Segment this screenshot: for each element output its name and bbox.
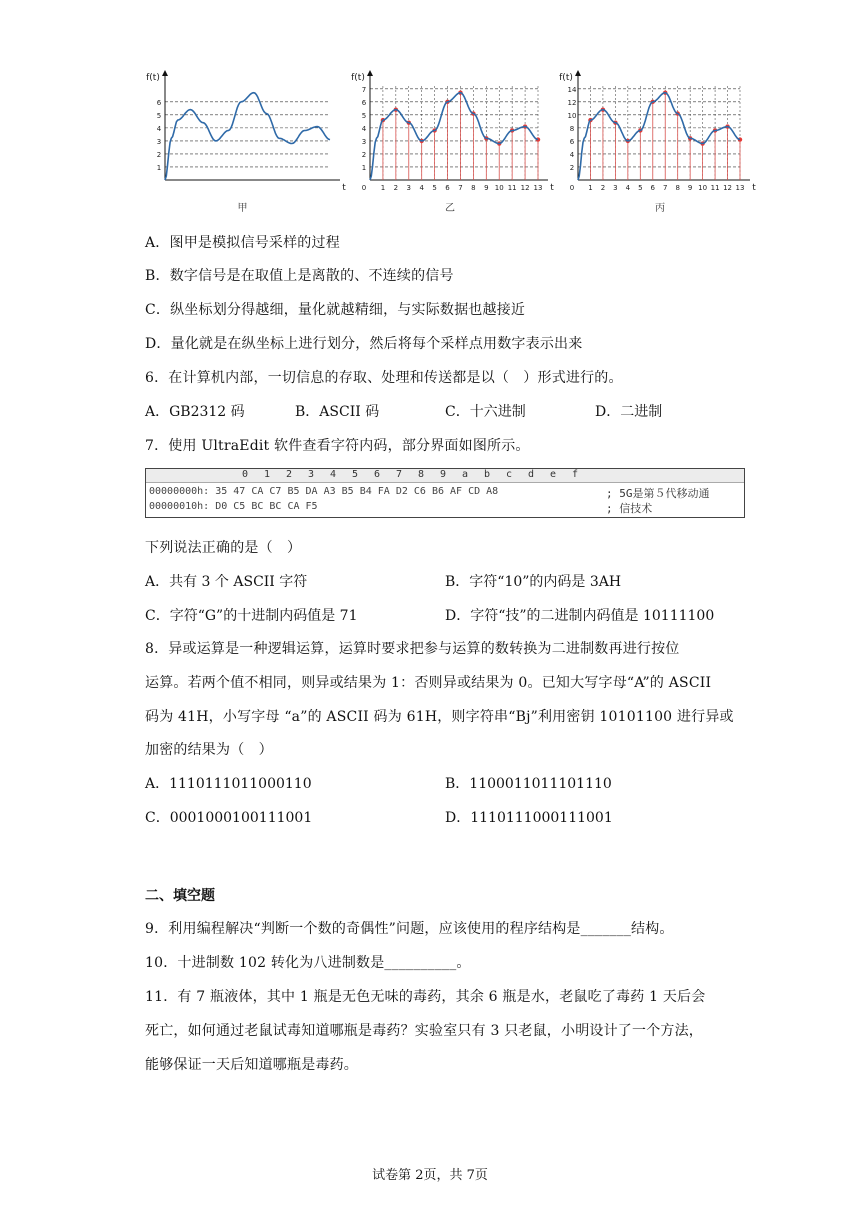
y-axis-arrow bbox=[162, 70, 168, 76]
ultraedit-hex-view bbox=[145, 468, 745, 518]
hex-col: d bbox=[528, 469, 535, 480]
signal-figures bbox=[140, 70, 760, 220]
hex-col: 6 bbox=[374, 469, 381, 480]
x-tick-label: 10 bbox=[494, 184, 504, 192]
y-tick-label: 8 bbox=[569, 124, 575, 133]
y-tick-label: 10 bbox=[567, 111, 577, 120]
hex-col: c bbox=[506, 469, 513, 480]
hex-col: 0 bbox=[242, 469, 249, 480]
x-tick-label: 9 bbox=[484, 184, 489, 192]
hex-column-header bbox=[146, 469, 744, 483]
q7-stem: 7．使用 UltraEdit 软件查看字符内码，部分界面如图所示。 bbox=[145, 438, 530, 454]
figure-bing-caption: 丙 bbox=[655, 203, 665, 214]
q11-line-3: 能够保证一天后知道哪瓶是毒药。 bbox=[145, 1057, 358, 1073]
hex-col: 2 bbox=[286, 469, 293, 480]
q8-line-2: 运算。若两个值不相同，则异或结果为 1：否则异或结果为 0。已知大写字母“A”的 ASCII bbox=[145, 675, 712, 691]
x-tick-label: 5 bbox=[638, 184, 643, 192]
figure-jia bbox=[140, 70, 345, 220]
y-tick-label: 4 bbox=[569, 150, 575, 159]
hex-col: 4 bbox=[330, 469, 337, 480]
hex-col: e bbox=[550, 469, 557, 480]
q8-option-b: B．1100011011101110 bbox=[445, 776, 612, 792]
x-tick-label: 13 bbox=[533, 184, 543, 192]
y-axis-label: f(t) bbox=[559, 73, 573, 83]
y-tick-label: 4 bbox=[361, 124, 367, 133]
x-tick-label: 1 bbox=[588, 184, 593, 192]
q10: 10．十进制数 102 转化为八进制数是__________。 bbox=[145, 955, 471, 971]
q8-option-a: A．1110111011000110 bbox=[145, 776, 312, 792]
x-tick-label: 10 bbox=[698, 184, 708, 192]
figure-yi-plot bbox=[345, 70, 555, 200]
x-tick-label: 7 bbox=[458, 184, 463, 192]
x-tick-label: 8 bbox=[471, 184, 476, 192]
page-footer: 试卷第 2页，共 7页 bbox=[372, 1168, 488, 1183]
x-tick-label: 11 bbox=[507, 184, 517, 192]
x-tick-label: 2 bbox=[393, 184, 399, 192]
hex-col: 1 bbox=[264, 469, 271, 480]
q6-option-d: D．二进制 bbox=[595, 404, 663, 420]
y-axis-label: f(t) bbox=[146, 73, 160, 83]
x-tick-label: 6 bbox=[650, 184, 656, 192]
q6-option-b: B．ASCII 码 bbox=[295, 404, 380, 420]
y-axis-arrow bbox=[367, 70, 373, 76]
hex-col: 7 bbox=[396, 469, 403, 480]
y-tick-label: 5 bbox=[361, 111, 367, 120]
y-tick-label: 7 bbox=[361, 85, 367, 94]
q7-ask: 下列说法正确的是（ ） bbox=[145, 540, 302, 556]
x-tick-label: 9 bbox=[687, 184, 693, 192]
y-tick-label: 3 bbox=[156, 137, 162, 146]
x-axis-label: t bbox=[342, 183, 346, 193]
x-tick-label: 8 bbox=[675, 184, 680, 192]
q7-option-b: B．字符“10”的内码是 3AH bbox=[445, 574, 622, 590]
y-tick-label: 4 bbox=[156, 124, 162, 133]
y-tick-label: 2 bbox=[156, 150, 162, 159]
x-tick-label: 5 bbox=[432, 184, 437, 192]
y-tick-label: 2 bbox=[569, 163, 575, 172]
q6-option-c: C．十六进制 bbox=[445, 404, 526, 420]
x-axis-label: t bbox=[752, 183, 756, 193]
y-tick-label: 6 bbox=[569, 137, 575, 146]
q5-option-c: C．纵坐标划分得越细，量化就越精细，与实际数据也越接近 bbox=[145, 302, 526, 318]
hex-col: a bbox=[462, 469, 469, 480]
q11-line-1: 11．有 7 瓶液体，其中 1 瓶是无色无味的毒药，其余 6 瓶是水，老鼠吃了毒药 1 天后会 bbox=[145, 989, 706, 1005]
hex-col: 8 bbox=[418, 469, 425, 480]
figure-yi-caption: 乙 bbox=[445, 203, 455, 214]
figure-jia-plot bbox=[140, 70, 345, 200]
x-tick-label: 4 bbox=[625, 184, 631, 192]
y-tick-label: 3 bbox=[361, 137, 367, 146]
y-axis-label: f(t) bbox=[351, 73, 365, 83]
y-tick-label: 6 bbox=[361, 98, 367, 107]
origin-label: 0 bbox=[361, 184, 367, 192]
q5-option-b: B．数字信号是在取值上是离散的、不连续的信号 bbox=[145, 268, 454, 284]
q8-option-d: D．1110111000111001 bbox=[445, 810, 613, 826]
q7-option-a: A．共有 3 个 ASCII 字符 bbox=[145, 574, 308, 590]
figure-yi bbox=[345, 70, 555, 220]
q9: 9．利用编程解决“判断一个数的奇偶性”问题，应该使用的程序结构是_______结构。 bbox=[145, 921, 674, 937]
hex-col: f bbox=[572, 469, 579, 480]
section-title: 二、填空题 bbox=[145, 888, 215, 904]
figure-bing-plot bbox=[560, 70, 760, 200]
y-tick-label: 5 bbox=[156, 111, 162, 120]
y-tick-label: 1 bbox=[361, 163, 367, 172]
q8-option-c: C．0001000100111001 bbox=[145, 810, 313, 826]
y-tick-label: 14 bbox=[567, 85, 577, 94]
hex-col: 5 bbox=[352, 469, 359, 480]
x-tick-label: 2 bbox=[600, 184, 606, 192]
hex-chars-row-1: ; 信技术 bbox=[606, 502, 653, 515]
q6-stem: 6．在计算机内部，一切信息的存取、处理和传送都是以（ ）形式进行的。 bbox=[145, 370, 623, 386]
x-tick-label: 12 bbox=[520, 184, 530, 192]
x-tick-label: 4 bbox=[419, 184, 424, 192]
x-tick-label: 12 bbox=[723, 184, 732, 192]
y-tick-label: 6 bbox=[156, 98, 162, 107]
y-tick-label: 12 bbox=[567, 98, 577, 107]
q6-option-a: A．GB2312 码 bbox=[145, 404, 245, 420]
x-tick-label: 6 bbox=[445, 184, 450, 192]
x-axis-label: t bbox=[550, 183, 554, 193]
hex-col: b bbox=[484, 469, 491, 480]
x-tick-label: 3 bbox=[406, 184, 412, 192]
y-axis-arrow bbox=[575, 70, 581, 76]
q7-option-c: C．字符“G”的十进制内码值是 71 bbox=[145, 608, 358, 624]
q8-line-3: 码为 41H，小写字母 “a”的 ASCII 码为 61H，则字符串“Bj”利用密钥 10101100 进行异或 bbox=[145, 709, 734, 725]
q8-line-1: 8．异或运算是一种逻辑运算，运算时要求把参与运算的数转换为二进制数再进行按位 bbox=[145, 641, 680, 657]
q5-option-d: D．量化就是在纵坐标上进行划分，然后将每个采样点用数字表示出来 bbox=[145, 336, 583, 352]
hex-col: 3 bbox=[308, 469, 315, 480]
x-tick-label: 11 bbox=[710, 184, 720, 192]
figure-jia-caption: 甲 bbox=[237, 203, 248, 214]
x-tick-label: 1 bbox=[380, 184, 386, 192]
x-tick-label: 7 bbox=[662, 184, 668, 192]
hex-row-0: 00000000h: 35 47 CA C7 B5 DA A3 B5 B4 FA D2 C6 B6 AF CD A8 bbox=[149, 486, 499, 497]
hex-row-1: 00000010h: D0 C5 BC BC CA F5 bbox=[149, 501, 318, 512]
q8-line-4: 加密的结果为（ ） bbox=[145, 742, 273, 758]
q11-line-2: 死亡，如何通过老鼠试毒知道哪瓶是毒药？实验室只有 3 只老鼠，小明设计了一个方法， bbox=[145, 1023, 704, 1039]
figure-bing bbox=[560, 70, 760, 220]
hex-chars-row-0: ; 5G是第５代移动通 bbox=[606, 487, 710, 500]
q7-option-d: D．字符“技”的二进制内码值是 10111100 bbox=[445, 608, 715, 624]
x-tick-label: 13 bbox=[735, 184, 745, 192]
origin-label: 0 bbox=[569, 184, 575, 192]
q5-option-a: A．图甲是模拟信号采样的过程 bbox=[145, 235, 340, 251]
x-tick-label: 3 bbox=[613, 184, 618, 192]
y-tick-label: 1 bbox=[156, 163, 162, 172]
hex-col: 9 bbox=[440, 469, 447, 480]
y-tick-label: 2 bbox=[361, 150, 367, 159]
